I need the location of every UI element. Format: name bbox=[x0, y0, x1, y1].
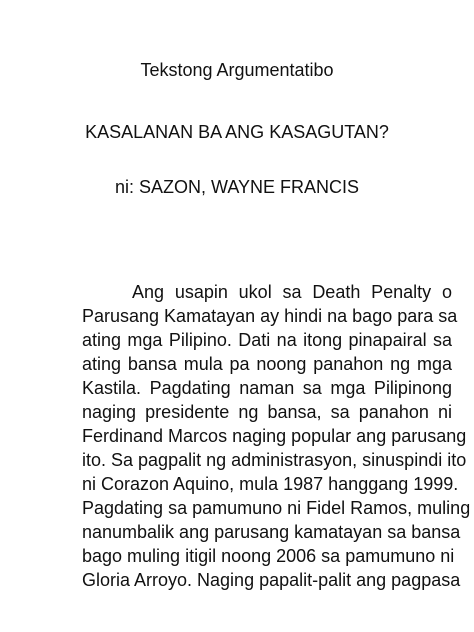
paragraph-line: naging presidente ng bansa, sa panahon ni bbox=[82, 402, 452, 422]
paragraph-line: ating mga Pilipino. Dati na itong pinapairal sa bbox=[82, 330, 452, 350]
paragraph-line: Gloria Arroyo. Naging papalit-palit ang pagpasa bbox=[82, 570, 461, 590]
paragraph-line: Pagdating sa pamumuno ni Fidel Ramos, muling bbox=[82, 498, 471, 518]
paragraph-line: bago muling itigil noong 2006 sa pamumuno ni bbox=[82, 546, 455, 566]
author-line: ni: SAZON, WAYNE FRANCIS bbox=[114, 177, 360, 197]
paragraph-line: ito. Sa pagpalit ng administrasyon, sinuspindi ito bbox=[82, 450, 467, 470]
document-type-label: Tekstong Argumentatibo bbox=[140, 60, 334, 80]
paragraph-line: nanumbalik ang parusang kamatayan sa bansa bbox=[82, 522, 461, 542]
paragraph-line: Ferdinand Marcos naging popular ang parusang bbox=[82, 426, 467, 446]
paragraph-line: Parusang Kamatayan ay hindi na bago para sa bbox=[82, 306, 458, 326]
paragraph-line: ni Corazon Aquino, mula 1987 hanggang 1999. bbox=[82, 474, 459, 494]
document-title: KASALANAN BA ANG KASAGUTAN? bbox=[85, 122, 389, 142]
paragraph-line: Kastila. Pagdating naman sa mga Pilipinong bbox=[82, 378, 452, 398]
paragraph-line: ating bansa mula pa noong panahon ng mga bbox=[82, 354, 452, 374]
paragraph-line: Ang usapin ukol sa Death Penalty o bbox=[132, 282, 452, 302]
